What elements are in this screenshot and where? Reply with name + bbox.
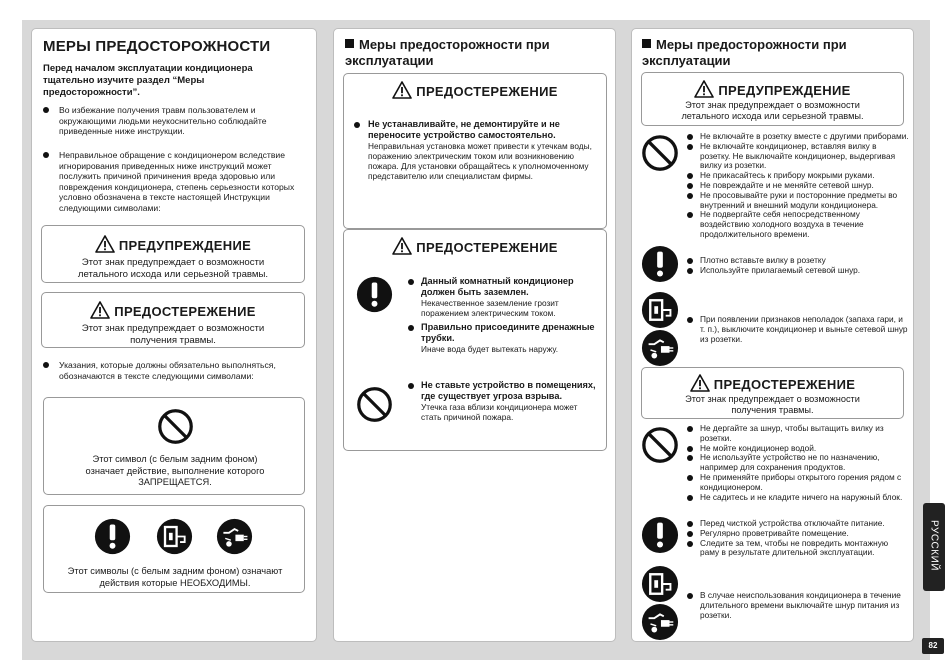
page-number: 82 xyxy=(922,638,944,654)
list-item: Не повреждайте и не меняйте сетевой шнур. xyxy=(687,181,909,191)
caution-title: ПРЕДОСТЕРЕЖЕНИЕ xyxy=(344,81,606,99)
list-item: Используйте прилагаемый сетевой шнур. xyxy=(687,266,909,276)
warning-box xyxy=(41,225,305,283)
list-item: Не мойте кондиционер водой. xyxy=(687,444,909,454)
list-item: Не применяйте приборы открытого горения рядом с кондиционером. xyxy=(687,473,909,493)
bullet-dot-icon xyxy=(687,173,693,179)
prohibited-icon xyxy=(356,386,393,423)
exclamation-icon xyxy=(641,516,679,554)
prohibited-icon xyxy=(157,408,194,445)
warning-list-3 xyxy=(687,315,909,344)
prohibited-text: Этот символ (с белым задним фоном) означает действие, выполнение которого ЗАПРЕЩАЕТСЯ. xyxy=(85,454,265,487)
list-item: Не используйте устройство не по назначению, например для сохранения продуктов. xyxy=(687,453,909,473)
bullet-dot-icon xyxy=(687,446,693,452)
list-item: Не включайте в розетку вместе с другими приборами. xyxy=(687,132,909,142)
list-item: Не просовывайте руки и посторонние предметы во внутренний и внешний модули кондиционера. xyxy=(687,191,909,211)
bullet-dot-icon xyxy=(687,426,693,432)
bullet-dot-icon xyxy=(687,531,693,537)
explosion-item: Не ставьте устройство в помещениях, где существует угроза взрыва. Утечка газа вблизи кондиционера может стать причиной пожара. xyxy=(408,380,598,422)
list-item: Плотно вставьте вилку в розетку xyxy=(687,256,909,266)
warning-title: ПРЕДУПРЕЖДЕНИЕ xyxy=(42,235,304,253)
bullet-3: Указания, которые должны обязательно выполняться, обозначаются в тексте следующими символами: xyxy=(43,360,308,381)
bullet-dot-icon xyxy=(43,107,49,113)
warning-title: ПРЕДУПРЕЖДЕНИЕ xyxy=(642,80,903,98)
install-item: Не устанавливайте, не демонтируйте и не переносите устройство самостоятельно. Неправильная установка может привести к утечкам воды, поражению электрическим током или возникновению пожара. Для установки обращайтесь к уполномоченному представителю или специалистам фирмы. xyxy=(354,119,594,181)
caution-box-install xyxy=(343,73,607,229)
bullet-1: Во избежание получения травм пользователем и окружающими людьми неукоснительно соблюдайте приведенные ниже инструкции. xyxy=(43,105,308,137)
list-item: Не подвергайте себя непосредственному воздействию холодного воздуха в течение продолжительного времени. xyxy=(687,210,909,239)
column-general-precautions xyxy=(31,28,317,642)
warning-box xyxy=(641,72,904,126)
grounding-item: Данный комнатный кондиционер должен быть заземлен. Некачественное заземление грозит поражением электрическим током. xyxy=(408,276,598,318)
bullet-dot-icon xyxy=(687,495,693,501)
warning-triangle-icon xyxy=(90,301,110,319)
bullet-dot-icon xyxy=(408,325,414,331)
bullet-dot-icon xyxy=(687,212,693,218)
plug-icon xyxy=(641,565,679,603)
caution-title: ПРЕДОСТЕРЕЖЕНИЕ xyxy=(42,301,304,319)
bullet-dot-icon xyxy=(687,475,693,481)
page-title: МЕРЫ ПРЕДОСТОРОЖНОСТИ xyxy=(43,38,271,55)
caution-text: Этот знак предупреждает о возможности получения травмы. xyxy=(81,323,265,346)
caution-text: Этот знак предупреждает о возможности получения травмы. xyxy=(685,394,860,415)
bullet-dot-icon xyxy=(687,193,693,199)
required-symbol-box xyxy=(43,505,305,593)
exclamation-icon xyxy=(356,276,393,313)
bullet-dot-icon xyxy=(687,134,693,140)
list-item: Перед чисткой устройства отключайте питание. xyxy=(687,519,909,529)
bullet-dot-icon xyxy=(43,362,49,368)
unplug-icon xyxy=(641,603,679,641)
column-operation-precautions-2 xyxy=(631,28,914,642)
prohibited-symbol-box xyxy=(43,397,305,495)
section-title: Меры предосторожности при эксплуатации xyxy=(642,37,847,68)
section-title: Меры предосторожности при эксплуатации xyxy=(345,37,550,68)
caution-box xyxy=(41,292,305,348)
bullet-dot-icon xyxy=(354,122,360,128)
list-item: При появлении признаков неполадок (запаха гари, и т. п.), выключите кондиционер и выньте сетевой шнур из розетки. xyxy=(687,315,909,344)
required-text: Этот символы (с белым задним фоном) означают действия которые НЕОБХОДИМЫ. xyxy=(67,566,283,588)
caution-title: ПРЕДОСТЕРЕЖЕНИЕ xyxy=(642,374,903,392)
warning-triangle-icon xyxy=(392,237,412,255)
warning-triangle-icon xyxy=(694,80,714,98)
bullet-dot-icon xyxy=(687,455,693,461)
list-item: В случае неиспользования кондиционера в течение длительного времени выключайте шнур питания из розетки. xyxy=(687,591,909,620)
bullet-dot-icon xyxy=(408,279,414,285)
bullet-dot-icon xyxy=(687,144,693,150)
square-bullet-icon xyxy=(345,39,354,48)
bullet-dot-icon xyxy=(687,317,693,323)
list-item: Регулярно проветривайте помещение. xyxy=(687,529,909,539)
bullet-dot-icon xyxy=(687,541,693,547)
warning-triangle-icon xyxy=(392,81,412,99)
intro-text: Перед началом эксплуатации кондиционера тщательно изучите раздел “Меры предосторожности”. xyxy=(43,63,253,98)
language-tab: РУССКИЙ xyxy=(923,503,945,591)
bullet-dot-icon xyxy=(687,521,693,527)
bullet-dot-icon xyxy=(687,268,693,274)
list-item: Не садитесь и не кладите ничего на наружный блок. xyxy=(687,493,909,503)
list-item: Не включайте кондиционер, вставляя вилку в розетку. Не выключайте кондиционер, выдергивая вилку из розетки. xyxy=(687,142,909,171)
caution-list-2 xyxy=(687,519,909,558)
warning-triangle-icon xyxy=(690,374,710,392)
warning-list-2 xyxy=(687,256,909,276)
caution-list-3 xyxy=(687,591,909,620)
bullet-dot-icon xyxy=(43,152,49,158)
warning-triangle-icon xyxy=(95,235,115,253)
bullet-dot-icon xyxy=(408,383,414,389)
unplug-icon xyxy=(641,329,679,367)
warning-text: Этот знак предупреждает о возможности летального исхода или серьезной травмы. xyxy=(681,100,864,121)
caution-box xyxy=(641,367,904,419)
warning-text: Этот знак предупреждает о возможности летального исхода или серьезной травмы. xyxy=(77,257,269,280)
exclamation-icon xyxy=(641,245,679,283)
square-bullet-icon xyxy=(642,39,651,48)
list-item: Не дергайте за шнур, чтобы вытащить вилку из розетки. xyxy=(687,424,909,444)
bullet-dot-icon xyxy=(687,258,693,264)
drain-item: Правильно присоедините дренажные трубки. Иначе вода будет вытекать наружу. xyxy=(408,322,598,354)
unplug-icon xyxy=(216,518,253,555)
column-operation-precautions-1 xyxy=(333,28,616,642)
bullet-2: Неправильное обращение с кондиционером вследствие игнорирования приведенных ниже инструкций может послужить причиной причинения вреда здоровью или повреждения кондиционера, степень серьезности которых условно обозначена в тексте настоящей Инструкции следующими символами: xyxy=(43,150,308,214)
list-item: Следите за тем, чтобы не повредить монтажную раму в результате длительной эксплуатации. xyxy=(687,539,909,559)
warning-list-1 xyxy=(687,132,909,240)
caution-box-grounding xyxy=(343,229,607,451)
bullet-dot-icon xyxy=(687,183,693,189)
prohibited-icon xyxy=(641,134,679,172)
list-item: Не прикасайтесь к прибору мокрыми руками. xyxy=(687,171,909,181)
caution-title: ПРЕДОСТЕРЕЖЕНИЕ xyxy=(344,237,606,255)
caution-list-1 xyxy=(687,424,909,502)
plug-icon xyxy=(641,291,679,329)
plug-icon xyxy=(156,518,193,555)
prohibited-icon xyxy=(641,426,679,464)
bullet-dot-icon xyxy=(687,593,693,599)
exclamation-icon xyxy=(94,518,131,555)
